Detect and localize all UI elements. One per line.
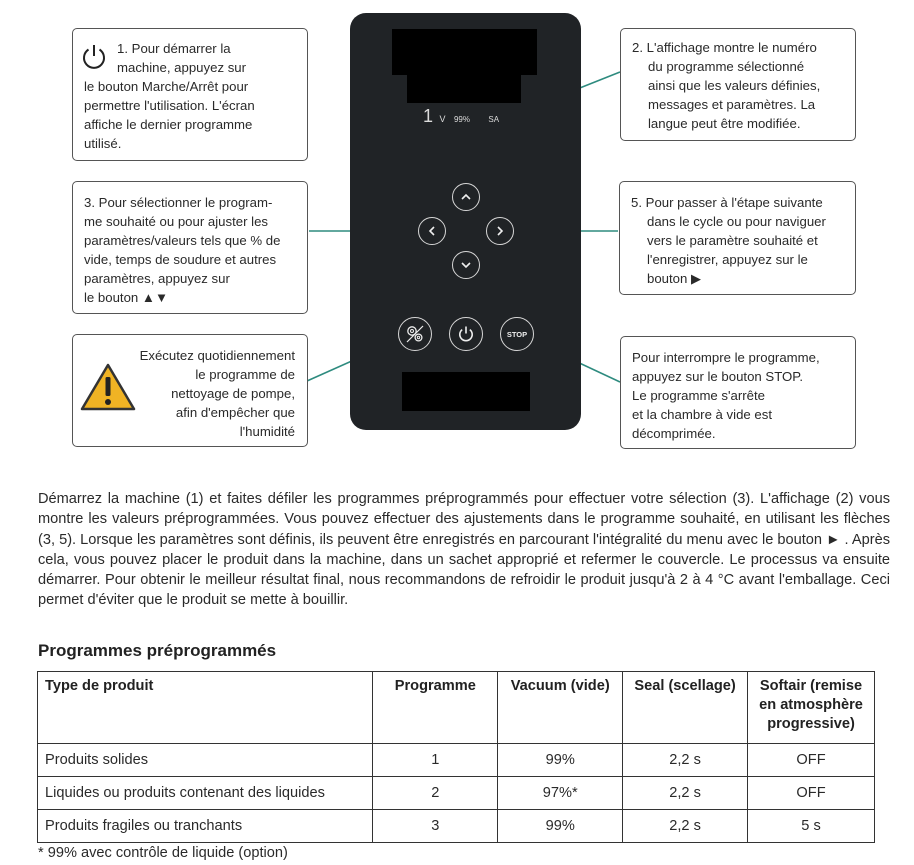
- cell-vacuum: 97%*: [498, 777, 623, 810]
- cell-program: 1: [373, 744, 498, 777]
- left-button[interactable]: [418, 217, 446, 245]
- callout-power-line-3: le bouton Marche/Arrêt pour: [84, 79, 249, 94]
- callout-next-step: [619, 181, 856, 295]
- callout-power: [72, 28, 308, 161]
- callout-next-line-1: 5. Pour passer à l'étape suivante: [631, 195, 823, 210]
- callout-power-line-4: permettre l'utilisation. L'écran: [84, 98, 255, 113]
- cell-vacuum: 99%: [498, 744, 623, 777]
- cell-program: 2: [373, 777, 498, 810]
- cell-seal: 2,2 s: [623, 744, 748, 777]
- stop-button-label: STOP: [506, 329, 528, 339]
- callout-next-line-4: l'enregistrer, appuyez sur le: [647, 252, 808, 267]
- callout-navigation-line-3: paramètres/valeurs tels que % de: [84, 233, 281, 248]
- display-mode: SA: [488, 115, 500, 124]
- stop-button[interactable]: [500, 317, 534, 351]
- callout-navigation-line-6: le bouton ▲▼: [84, 290, 169, 305]
- down-button[interactable]: [452, 251, 480, 279]
- cell-softair: 5 s: [748, 810, 875, 843]
- chevron-up-icon: [460, 191, 472, 203]
- callout-pump-cleaning: [72, 334, 308, 447]
- pump-cleaning-button[interactable]: [398, 317, 432, 351]
- callout-stop-line-3: Le programme s'arrête: [632, 388, 765, 403]
- callout-power-line-5: affiche le dernier programme: [84, 117, 253, 132]
- header-program: Programme: [373, 672, 498, 744]
- callout-pump-line-4: afin d'empêcher que: [175, 405, 295, 420]
- callout-display-line-1: 2. L'affichage montre le numéro: [632, 40, 817, 55]
- gears-icon: [404, 323, 426, 345]
- display-program-number: 1: [423, 106, 434, 126]
- callout-navigation: [72, 181, 308, 314]
- cell-program: 3: [373, 810, 498, 843]
- power-button[interactable]: [449, 317, 483, 351]
- header-softair: Softair (remise en atmosphère progressive): [748, 672, 875, 744]
- header-product-type: Type de produit: [38, 672, 373, 744]
- right-button[interactable]: [486, 217, 514, 245]
- footnote: * 99% avec contrôle de liquide (option): [38, 845, 288, 861]
- display-screen-mid: [407, 75, 521, 103]
- chevron-left-icon: [426, 225, 438, 237]
- display-readout: [423, 106, 499, 127]
- cell-softair: OFF: [748, 777, 875, 810]
- table-row: [38, 810, 875, 843]
- warning-icon: [79, 362, 137, 412]
- programs-table: [37, 671, 875, 843]
- display-vacuum-value: 99%: [453, 115, 470, 124]
- callout-pump-line-2: le programme de: [195, 367, 295, 382]
- callout-navigation-line-2: me souhaité ou pour ajuster les: [84, 214, 269, 229]
- section-title: Programmes préprogrammés: [38, 641, 277, 660]
- callout-pump-line-3: nettoyage de pompe,: [171, 386, 295, 401]
- cell-product: Liquides ou produits contenant des liquides: [38, 777, 373, 810]
- cell-softair: OFF: [748, 744, 875, 777]
- callout-display-line-5: langue peut être modifiée.: [648, 116, 801, 131]
- callout-power-line-2: machine, appuyez sur: [117, 60, 247, 75]
- cell-product: Produits fragiles ou tranchants: [38, 810, 373, 843]
- callout-power-line-1: 1. Pour démarrer la: [117, 41, 231, 56]
- callout-stop: [620, 336, 856, 449]
- up-button[interactable]: [452, 183, 480, 211]
- display-screen-top: [392, 29, 537, 75]
- callout-pump-line-1: Exécutez quotidiennement: [139, 348, 295, 363]
- cell-vacuum: 99%: [498, 810, 623, 843]
- callout-pump-line-5: l'humidité: [239, 424, 295, 439]
- callout-display: [620, 28, 856, 141]
- chevron-right-icon: [494, 225, 506, 237]
- callout-next-line-2: dans le cycle ou pour naviguer: [647, 214, 826, 229]
- callout-power-line-6: utilisé.: [84, 136, 122, 151]
- cell-seal: 2,2 s: [623, 777, 748, 810]
- control-panel: [350, 13, 581, 430]
- power-icon: [81, 43, 107, 71]
- table-row: [38, 777, 875, 810]
- callout-display-line-3: ainsi que les valeurs définies,: [648, 78, 821, 93]
- intro-paragraph: Démarrez la machine (1) et faites défiler les programmes préprogrammés pour effectuer votre sélection (3). L'affichage (2) vous montre les valeurs préprogrammées. Vous pouvez effectuer des ajustements dans le programme souhaité, en utilisant les flèches (3, 5). Lorsque les paramètres sont définis, ils peuvent être enregistrés en parcourant l'intégralité du menu avec le bouton ► . Après cela, vous pouvez placer le produit dans la machine, dans un sachet approprié et refermer le couvercle. Le processus va ensuite démarrer. Pour obtenir le meilleur résultat final, nous recommandons de refroidir le produit jusqu'à 2 à 4 °C avant l'emballage. Ceci permet d'éviter que le produit se mette à bouillir.: [38, 491, 890, 609]
- table-header-row: [38, 672, 875, 744]
- bottom-screen: [402, 372, 530, 411]
- callout-stop-line-5: décomprimée.: [632, 426, 716, 441]
- callout-stop-line-2: appuyez sur le bouton STOP.: [632, 369, 804, 384]
- header-seal: Seal (scellage): [623, 672, 748, 744]
- header-vacuum: Vacuum (vide): [498, 672, 623, 744]
- cell-product: Produits solides: [38, 744, 373, 777]
- display-v-label: V: [439, 114, 446, 124]
- cell-seal: 2,2 s: [623, 810, 748, 843]
- callout-stop-line-1: Pour interrompre le programme,: [632, 350, 820, 365]
- callout-navigation-line-5: paramètres, appuyez sur: [84, 271, 230, 286]
- callout-next-line-3: vers le paramètre souhaité et: [647, 233, 818, 248]
- callout-display-line-4: messages et paramètres. La: [648, 97, 816, 112]
- callout-stop-line-4: et la chambre à vide est: [632, 407, 773, 422]
- power-icon: [457, 325, 475, 343]
- callout-navigation-line-4: vide, temps de soudure et autres: [84, 252, 277, 267]
- callout-navigation-line-1: 3. Pour sélectionner le program-: [84, 195, 273, 210]
- chevron-down-icon: [460, 259, 472, 271]
- callout-display-line-2: du programme sélectionné: [648, 59, 805, 74]
- callout-next-line-5: bouton ▶: [647, 271, 702, 286]
- table-row: [38, 744, 875, 777]
